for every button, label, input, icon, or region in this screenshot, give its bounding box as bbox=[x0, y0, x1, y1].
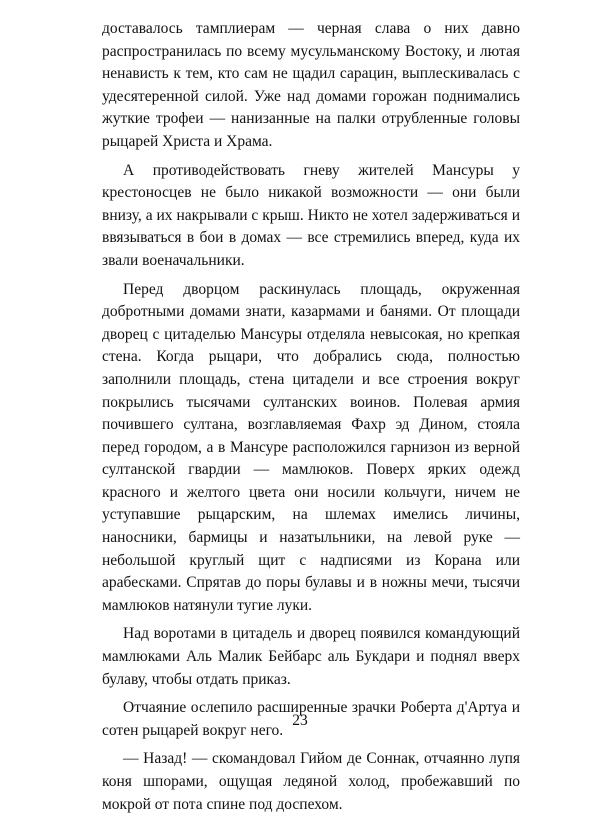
paragraph-1: доставалось тамплиерам — черная слава о них давно распространилась по всему мусульманскому Востоку, и лютая ненависть к тем, кто сам не щадил сарацин, выплескивалась с удесятеренной силой. Уже над домами горожан поднимались жуткие трофеи — нанизанные на палки отрубленные головы рыцарей Христа и Храма. bbox=[102, 20, 520, 150]
paragraph-6: — Назад! — скомандовал Гийом де Соннак, отчаянно лупя коня шпорами, ощущая ледяной холод, пробежавший по мокрой от пота спине под доспехом. bbox=[102, 750, 520, 813]
paragraph-3: Перед дворцом раскинулась площадь, окруженная добротными домами знати, казармами и банями. От площади дворец с цитаделью Мансуры отделяла невысокая, но крепкая стена. Когда рыцари, что добрались сюда, полностью заполнили площадь, стена цитадели и все строения вокруг покрылись тысячами султанских воинов. Полевая армия почившего султана, возглавляемая Фахр эд Дином, стояла перед городом, а в Мансуре расположился гарнизон из верной султанской гвардии — мамлюков. Поверх ярких одежд красного и желтого цвета они носили кольчуги, ничем не уступавшие рыцарским, на шлемах имелись личины, наносники, бармицы и назатыльники, на левой руке — небольшой круглый щит с надписями из Корана или арабесками. Спрятав до поры булавы и в ножны мечи, тысячи мамлюков натянули тугие луки. bbox=[102, 280, 520, 614]
page-number: 23 bbox=[292, 712, 308, 729]
paragraph-4: Над воротами в цитадель и дворец появился командующий мамлюками Аль Малик Бейбарс аль Букдари и поднял вверх булаву, чтобы отдать приказ. bbox=[102, 625, 520, 688]
body-text bbox=[102, 18, 520, 822]
paragraph-5: Отчаяние ослепило расширенные зрачки Роберта д'Артуа и сотен рыцарей вокруг него. bbox=[102, 699, 520, 739]
paragraph-2: А противодействовать гневу жителей Мансуры у крестоносцев не было никакой возможности — они были внизу, а их накрывали с крыш. Никто не хотел задерживаться и ввязываться в бои в домах — все стремились вперед, куда их звали военачальники. bbox=[102, 161, 520, 269]
